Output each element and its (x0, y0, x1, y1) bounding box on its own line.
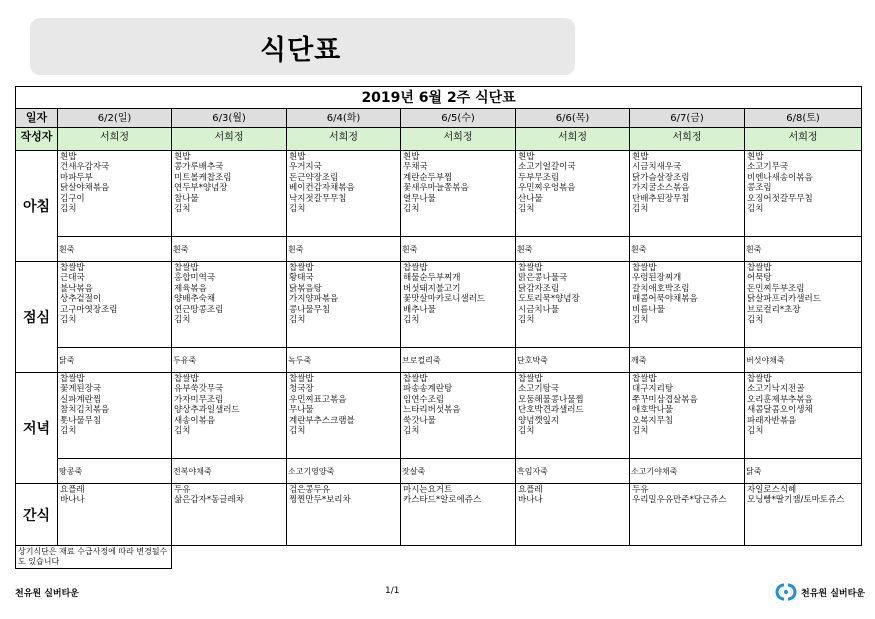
menu-item: 모닝빵*딸기잼/토마토쥬스 (747, 495, 845, 506)
menu-item: 찹쌀밥 (747, 263, 772, 273)
menu-item: 흰밥 (403, 152, 420, 162)
menu-item: 닭살파프리카샐러드 (747, 294, 821, 305)
menu-item: 찹쌀밥 (60, 263, 85, 273)
porridge-cell: 닭죽 (58, 348, 172, 373)
menu-item: 김치 (518, 204, 535, 215)
author-cell: 서희정 (172, 128, 287, 151)
porridge-cell: 소고기야채죽 (630, 459, 745, 484)
menu-item: 파송송계란탕 (403, 384, 453, 395)
menu-item: 느타리버섯볶음 (403, 405, 461, 416)
menu-item: 낙지젓갈무무침 (289, 193, 347, 204)
menu-cell (516, 262, 630, 348)
menu-item: 열무나물 (403, 193, 436, 204)
menu-item: 단호박견과샐러드 (518, 405, 584, 416)
menu-cell (287, 262, 401, 348)
menu-item: 소고기얼갈이국 (518, 162, 576, 173)
menu-item: 소고기탕국 (518, 384, 560, 395)
menu-item: 황태국 (289, 273, 314, 284)
menu-cell (287, 151, 401, 237)
porridge-cell: 녹두죽 (287, 348, 401, 373)
menu-item: 애호박나물 (632, 405, 674, 416)
menu-item: 대구지리탕 (632, 384, 674, 395)
menu-item: 소고기무국 (747, 162, 789, 173)
menu-item: 찹쌀밥 (174, 374, 199, 384)
porridge-cell: 흑임자죽 (516, 459, 630, 484)
menu-item: 꽃새우마늘쫑볶음 (403, 183, 469, 194)
menu-cell (401, 484, 516, 546)
menu-item: 가자미무조림 (174, 394, 224, 405)
menu-item: 닭가슴살장조림 (632, 172, 690, 183)
menu-cell (630, 373, 745, 459)
porridge-cell: 깨죽 (630, 348, 745, 373)
menu-item: 찹쌀밥 (174, 263, 199, 273)
footer-organization: 천유원 실버타운 (15, 589, 79, 599)
menu-item: 무채국 (403, 162, 428, 173)
porridge-cell: 단호박죽 (516, 348, 630, 373)
menu-item: 건새우감자국 (60, 162, 110, 173)
menu-item: 브로컬리*초장 (747, 304, 801, 315)
date-header: 6/4(화) (287, 109, 401, 128)
menu-item: 버섯돼지불고기 (403, 283, 461, 294)
menu-item: 바나나 (60, 495, 85, 506)
date-header: 6/7(금) (630, 109, 745, 128)
menu-item: 불낙볶음 (60, 283, 93, 294)
menu-cell (745, 262, 862, 348)
menu-item: 실파계란찜 (60, 394, 102, 405)
menu-item: 꽃맛살마카로니샐러드 (403, 294, 486, 305)
menu-item: 두유 (174, 485, 191, 495)
menu-item: 콩가루배추국 (174, 162, 224, 173)
menu-item: 가지굴소스볶음 (632, 183, 690, 194)
menu-item: 청국장 (289, 384, 314, 395)
menu-item: 꽃게된장국 (60, 384, 102, 395)
porridge-cell: 흰죽 (630, 237, 745, 262)
menu-item: 베이컨감자채볶음 (289, 183, 355, 194)
menu-item: 임연수조림 (403, 394, 445, 405)
menu-item: 찹쌀밥 (403, 263, 428, 273)
menu-item: 모둠해물콩나물찜 (518, 394, 584, 405)
menu-item: 참나물 (174, 193, 199, 204)
porridge-cell: 잣살죽 (401, 459, 516, 484)
menu-cell (172, 262, 287, 348)
author-cell: 서희정 (630, 128, 745, 151)
menu-item: 마파두부 (60, 172, 93, 183)
date-header: 6/3(월) (172, 109, 287, 128)
menu-cell (58, 151, 172, 237)
menu-item: 김치 (632, 315, 649, 326)
menu-item: 고구마엿장조림 (60, 304, 118, 315)
menu-item: 상추겉절이 (60, 294, 102, 305)
menu-cell (287, 373, 401, 459)
meal-label: 간식 (16, 484, 58, 546)
footer-logo (773, 582, 865, 602)
menu-item: 김치 (174, 204, 191, 215)
porridge-cell: 흰죽 (516, 237, 630, 262)
menu-item: 김치 (518, 315, 535, 326)
porridge-cell: 흰죽 (58, 237, 172, 262)
menu-item: 연두부*양념장 (174, 183, 228, 194)
menu-item: 양배추숙채 (174, 294, 216, 305)
menu-item: 연근땅콩조림 (174, 304, 224, 315)
author-cell: 서희정 (745, 128, 862, 151)
porridge-cell: 땅콩죽 (58, 459, 172, 484)
menu-item: 김치 (174, 426, 191, 437)
menu-item: 계란부추스크램블 (289, 415, 355, 426)
page-number: 1/1 (385, 586, 400, 596)
menu-item: 김치 (403, 204, 420, 215)
menu-item: 유부쑥갓무국 (174, 384, 224, 395)
porridge-cell: 닭죽 (745, 459, 862, 484)
menu-cell (401, 151, 516, 237)
meal-label: 저녁 (16, 373, 58, 484)
menu-item: 두유 (632, 485, 649, 495)
date-header: 6/5(수) (401, 109, 516, 128)
menu-item: 톳나물무침 (60, 415, 102, 426)
menu-item: 흰밥 (632, 152, 649, 162)
menu-item: 우민찌표고볶음 (289, 394, 347, 405)
menu-cell (630, 484, 745, 546)
menu-item: 김치 (518, 426, 535, 437)
menu-item: 김치 (60, 426, 77, 437)
menu-cell (745, 373, 862, 459)
menu-item: 오징어젓갈무무침 (747, 193, 813, 204)
title-box (30, 18, 575, 75)
logo-text: 천유원 실버타운 (801, 588, 865, 599)
menu-cell (172, 373, 287, 459)
menu-item: 쑥갓나물 (403, 415, 436, 426)
menu-item: 양상추과일샐러드 (174, 405, 240, 416)
porridge-row (16, 237, 862, 262)
menu-item: 매콤어묵야채볶음 (632, 294, 698, 305)
menu-item: 단배추된장무침 (632, 193, 690, 204)
menu-item: 돈근약장조림 (289, 172, 339, 183)
menu-item: 배추나물 (403, 304, 436, 315)
porridge-row (16, 348, 862, 373)
menu-cell (516, 373, 630, 459)
menu-cell (401, 262, 516, 348)
date-header: 6/8(토) (745, 109, 862, 128)
menu-item: 무나물 (289, 405, 314, 416)
menu-item: 요플레 (518, 485, 543, 495)
author-label: 작성자 (16, 128, 58, 151)
menu-item: 김치 (747, 204, 764, 215)
author-cell: 서희정 (516, 128, 630, 151)
menu-item: 오복지무침 (632, 415, 674, 426)
menu-item: 양념깻잎지 (518, 415, 560, 426)
menu-item: 콩조림 (747, 183, 772, 194)
menu-item: 갈치애호박조림 (632, 283, 690, 294)
menu-item: 찹쌀밥 (632, 263, 657, 273)
meal-row (16, 484, 862, 546)
menu-cell (172, 484, 287, 546)
menu-item: 찹쌀밥 (60, 374, 85, 384)
menu-item: 김치 (747, 315, 764, 326)
meal-row (16, 151, 862, 237)
logo-icon (773, 582, 799, 602)
menu-item: 새송이볶음 (174, 415, 216, 426)
porridge-cell: 버섯야채죽 (745, 348, 862, 373)
menu-item: 우리밀우유만주*당근쥬스 (632, 495, 727, 506)
porridge-cell: 소고기영양죽 (287, 459, 401, 484)
menu-item: 김치 (60, 204, 77, 215)
menu-item: 도토리묵*양념장 (518, 294, 580, 305)
porridge-cell: 두유죽 (172, 348, 287, 373)
menu-item: 맑은콩나물국 (518, 273, 568, 284)
menu-item: 해물순두부찌개 (403, 273, 461, 284)
menu-item: 흰밥 (747, 152, 764, 162)
menu-cell (58, 484, 172, 546)
menu-item: 김치 (289, 315, 306, 326)
menu-item: 카스타드*알로에쥬스 (403, 495, 482, 506)
menu-cell (745, 151, 862, 237)
menu-item: 시금치나물 (518, 304, 560, 315)
menu-item: 마시는요거트 (403, 485, 453, 495)
menu-item: 쭈꾸미삼겹살볶음 (632, 394, 698, 405)
porridge-row (16, 459, 862, 484)
menu-item: 어묵탕 (747, 273, 772, 284)
menu-item: 찹쌀밥 (289, 374, 314, 384)
menu-item: 소고기낙지전골 (747, 384, 805, 395)
author-cell: 서희정 (287, 128, 401, 151)
menu-item: 우렁된장찌개 (632, 273, 682, 284)
menu-item: 산나물 (518, 193, 543, 204)
menu-cell (516, 484, 630, 546)
menu-item: 콩나물무침 (289, 304, 331, 315)
menu-item: 김치 (747, 426, 764, 437)
menu-cell (58, 262, 172, 348)
menu-item: 가지양파볶음 (289, 294, 339, 305)
porridge-cell: 브로컬리죽 (401, 348, 516, 373)
menu-item: 김치 (289, 204, 306, 215)
menu-item: 검은콩두유 (289, 485, 331, 495)
date-header: 6/2(일) (58, 109, 172, 128)
menu-item: 김치 (174, 315, 191, 326)
author-cell: 서희정 (401, 128, 516, 151)
menu-cell (172, 151, 287, 237)
menu-item: 참치김치볶음 (60, 405, 110, 416)
menu-item: 오리훈제부추볶음 (747, 394, 813, 405)
menu-item: 자일로스식혜 (747, 485, 797, 495)
menu-item: 김치 (403, 315, 420, 326)
meal-label: 점심 (16, 262, 58, 373)
menu-item: 찹쌀밥 (747, 374, 772, 384)
menu-item: 닭살야채볶음 (60, 183, 110, 194)
menu-item: 찹쌀밥 (518, 374, 543, 384)
porridge-cell: 흰죽 (745, 237, 862, 262)
menu-item: 닭볶음탕 (289, 283, 322, 294)
menu-table (15, 86, 862, 569)
menu-item: 흰밥 (174, 152, 191, 162)
menu-item: 김구이 (60, 193, 85, 204)
meal-row (16, 373, 862, 459)
date-label: 일자 (16, 109, 58, 128)
menu-cell (516, 151, 630, 237)
author-cell: 서희정 (58, 128, 172, 151)
menu-item: 김치 (632, 426, 649, 437)
porridge-cell: 흰죽 (287, 237, 401, 262)
menu-item: 요플레 (60, 485, 85, 495)
menu-item: 닭감자조림 (518, 283, 560, 294)
menu-item: 시금치새우국 (632, 162, 682, 173)
menu-cell (745, 484, 862, 546)
menu-cell (58, 373, 172, 459)
meal-label: 아침 (16, 151, 58, 262)
menu-item: 홍합미역국 (174, 273, 216, 284)
menu-item: 계란순두부찜 (403, 172, 453, 183)
meal-row (16, 262, 862, 348)
menu-item: 비엔나새송이볶음 (747, 172, 813, 183)
note-cell: 상기식단은 재료 수급사정에 따라 변경될수도 있습니다 (16, 546, 172, 569)
porridge-cell: 흰죽 (172, 237, 287, 262)
menu-item: 미트볼케찹조림 (174, 172, 232, 183)
menu-item: 찹쌀밥 (518, 263, 543, 273)
empty-cell (172, 546, 862, 569)
menu-item: 새콤달콤오이생채 (747, 405, 813, 416)
menu-item: 김치 (632, 204, 649, 215)
menu-item: 근대국 (60, 273, 85, 284)
menu-item: 파래자반볶음 (747, 415, 797, 426)
menu-item: 김치 (403, 426, 420, 437)
menu-item: 삶은감자*동글레차 (174, 495, 244, 506)
menu-item: 김치 (60, 315, 77, 326)
menu-item: 찹쌀밥 (403, 374, 428, 384)
page-title: 식단표 (260, 35, 342, 66)
porridge-cell: 전복야채죽 (172, 459, 287, 484)
note-row (16, 546, 862, 569)
date-header: 6/6(목) (516, 109, 630, 128)
menu-cell (630, 151, 745, 237)
menu-item: 찡찐만두*보리차 (289, 495, 351, 506)
menu-item: 바나나 (518, 495, 543, 506)
menu-item: 김치 (289, 426, 306, 437)
menu-item: 찹쌀밥 (289, 263, 314, 273)
menu-item: 흰밥 (60, 152, 77, 162)
menu-item: 돈민찌두부조림 (747, 283, 805, 294)
menu-item: 흰밥 (518, 152, 535, 162)
menu-item: 비름나물 (632, 304, 665, 315)
menu-item: 두부무조림 (518, 172, 560, 183)
menu-item: 우민찌우엉볶음 (518, 183, 576, 194)
menu-cell (630, 262, 745, 348)
menu-cell (287, 484, 401, 546)
menu-cell (401, 373, 516, 459)
menu-item: 찹쌀밥 (632, 374, 657, 384)
menu-item: 제육볶음 (174, 283, 207, 294)
menu-item: 흰밥 (289, 152, 306, 162)
porridge-cell: 흰죽 (401, 237, 516, 262)
menu-item: 우거지국 (289, 162, 322, 173)
week-title: 2019년 6월 2주 식단표 (16, 87, 862, 109)
